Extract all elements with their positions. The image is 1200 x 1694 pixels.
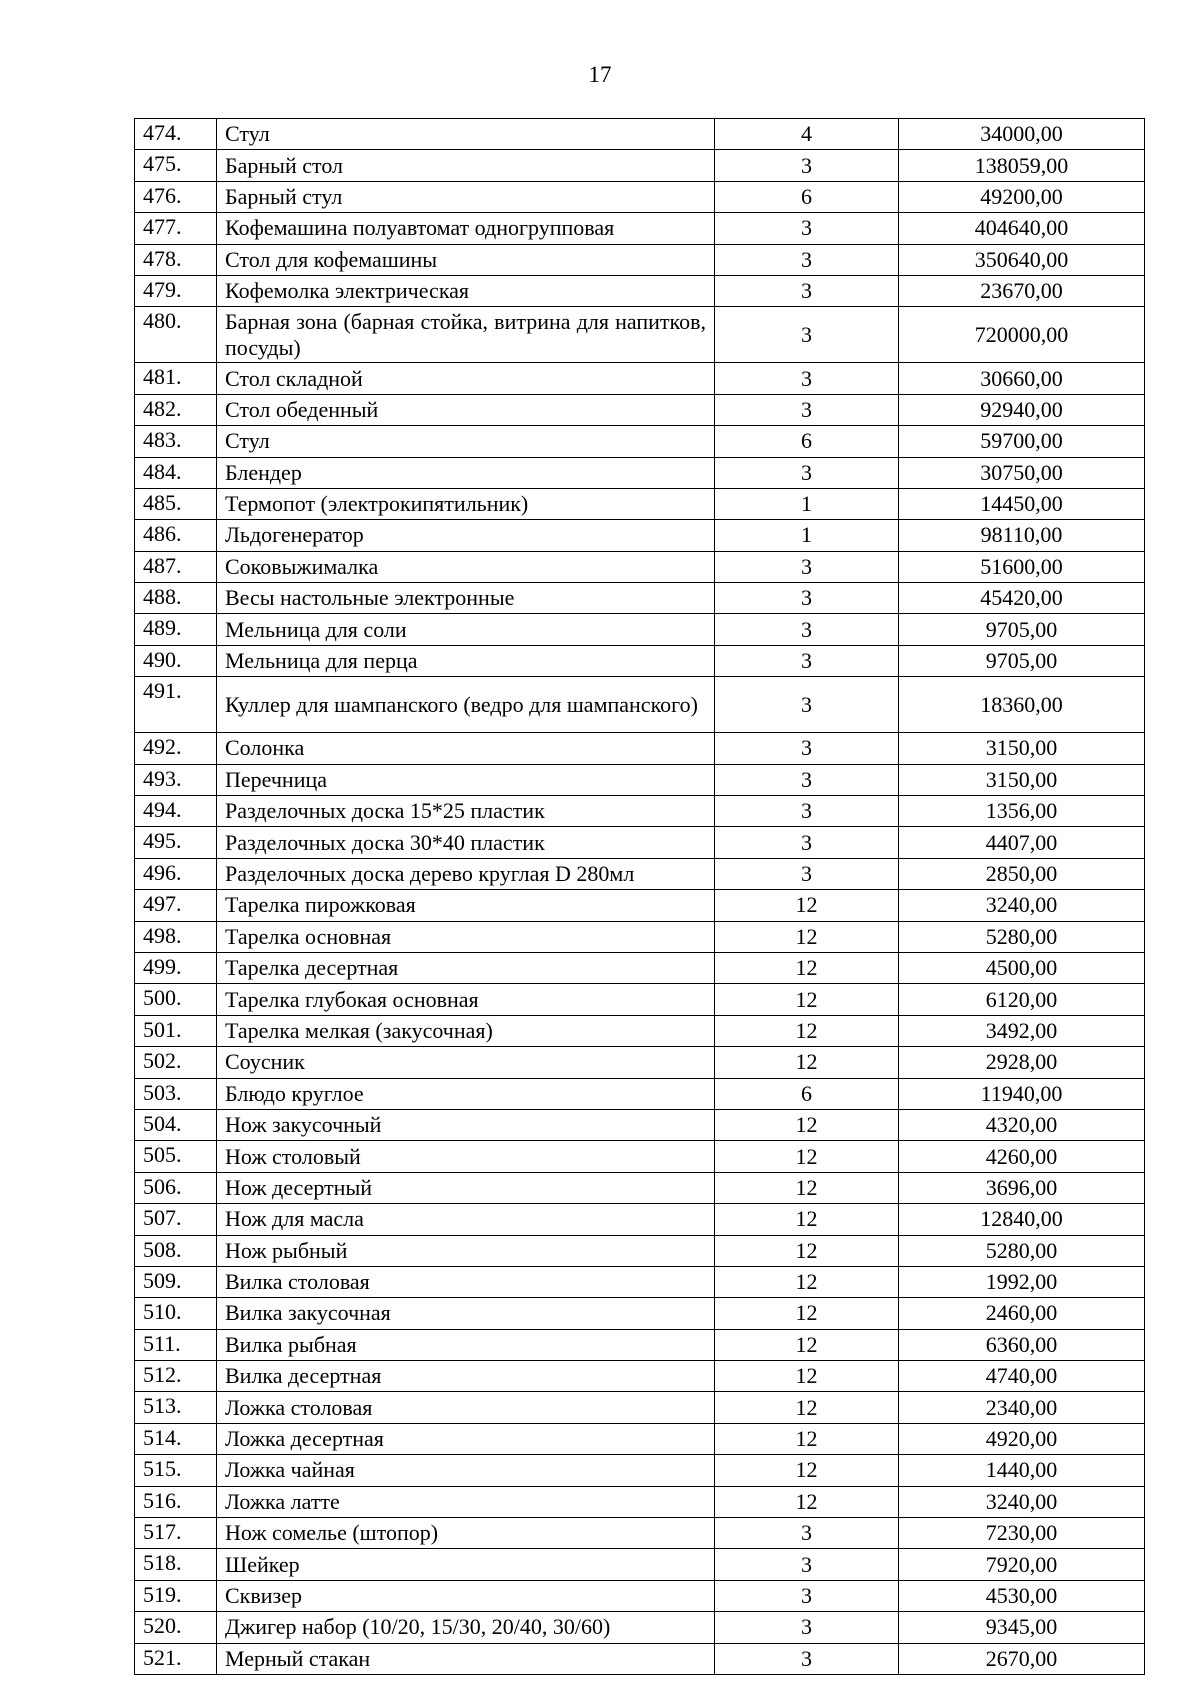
price-cell: 138059,00 [899,150,1145,181]
item-name-cell: Нож сомелье (штопор) [217,1518,715,1549]
quantity-cell: 3 [715,457,899,488]
row-number-cell: 505. [135,1141,217,1172]
row-number-cell: 491. [135,677,217,733]
item-name-cell: Тарелка основная [217,921,715,952]
items-table-body [135,119,1145,1675]
item-name-cell: Разделочных доска дерево круглая D 280мл [217,858,715,889]
row-number-cell: 486. [135,520,217,551]
item-name-cell: Кофемолка электрическая [217,275,715,306]
item-name-cell: Нож десертный [217,1172,715,1203]
quantity-cell: 12 [715,1047,899,1078]
row-number-cell: 492. [135,733,217,764]
table-row [135,488,1145,519]
price-cell: 49200,00 [899,181,1145,212]
item-name-cell: Блендер [217,457,715,488]
quantity-cell: 12 [715,1109,899,1140]
price-cell: 14450,00 [899,488,1145,519]
quantity-cell: 3 [715,583,899,614]
row-number-cell: 485. [135,488,217,519]
item-name-cell: Стул [217,119,715,150]
item-name-cell: Разделочных доска 15*25 пластик [217,796,715,827]
price-cell: 51600,00 [899,551,1145,582]
item-name-cell: Барная зона (барная стойка, витрина для напитков, посуды) [217,307,715,363]
item-name-cell: Вилка закусочная [217,1298,715,1329]
item-name-cell: Блюдо круглое [217,1078,715,1109]
price-cell: 3492,00 [899,1015,1145,1046]
item-name-cell: Нож рыбный [217,1235,715,1266]
table-row [135,677,1145,733]
table-row [135,363,1145,394]
table-row [135,1141,1145,1172]
quantity-cell: 3 [715,244,899,275]
quantity-cell: 4 [715,119,899,150]
row-number-cell: 511. [135,1329,217,1360]
quantity-cell: 12 [715,1329,899,1360]
price-cell: 3150,00 [899,733,1145,764]
item-name-cell: Ложка десертная [217,1423,715,1454]
price-cell: 98110,00 [899,520,1145,551]
price-cell: 3150,00 [899,764,1145,795]
price-cell: 7230,00 [899,1518,1145,1549]
table-row [135,858,1145,889]
row-number-cell: 521. [135,1643,217,1674]
row-number-cell: 498. [135,921,217,952]
quantity-cell: 3 [715,394,899,425]
quantity-cell: 3 [715,1612,899,1643]
quantity-cell: 6 [715,1078,899,1109]
item-name-cell: Барный стол [217,150,715,181]
row-number-cell: 514. [135,1423,217,1454]
table-row [135,307,1145,363]
table-row [135,583,1145,614]
row-number-cell: 482. [135,394,217,425]
row-number-cell: 490. [135,645,217,676]
row-number-cell: 506. [135,1172,217,1203]
quantity-cell: 12 [715,1298,899,1329]
item-name-cell: Шейкер [217,1549,715,1580]
row-number-cell: 503. [135,1078,217,1109]
quantity-cell: 3 [715,733,899,764]
table-row [135,1078,1145,1109]
table-row [135,952,1145,983]
row-number-cell: 520. [135,1612,217,1643]
price-cell: 11940,00 [899,1078,1145,1109]
price-cell: 4740,00 [899,1361,1145,1392]
price-cell: 9705,00 [899,645,1145,676]
quantity-cell: 3 [715,677,899,733]
row-number-cell: 510. [135,1298,217,1329]
price-cell: 3696,00 [899,1172,1145,1203]
table-row [135,520,1145,551]
table-row [135,1204,1145,1235]
item-name-cell: Ложка латте [217,1486,715,1517]
item-name-cell: Тарелка мелкая (закусочная) [217,1015,715,1046]
table-row [135,645,1145,676]
row-number-cell: 517. [135,1518,217,1549]
quantity-cell: 1 [715,520,899,551]
table-row [135,1392,1145,1423]
row-number-cell: 515. [135,1455,217,1486]
table-row [135,551,1145,582]
quantity-cell: 12 [715,1361,899,1392]
quantity-cell: 12 [715,952,899,983]
quantity-cell: 3 [715,1549,899,1580]
price-cell: 4407,00 [899,827,1145,858]
table-row [135,796,1145,827]
row-number-cell: 496. [135,858,217,889]
row-number-cell: 483. [135,426,217,457]
table-row [135,1455,1145,1486]
row-number-cell: 507. [135,1204,217,1235]
price-cell: 9345,00 [899,1612,1145,1643]
row-number-cell: 487. [135,551,217,582]
table-row [135,1612,1145,1643]
row-number-cell: 502. [135,1047,217,1078]
table-row [135,1298,1145,1329]
table-row [135,394,1145,425]
item-name-cell: Тарелка пирожковая [217,890,715,921]
price-cell: 5280,00 [899,1235,1145,1266]
item-name-cell: Стул [217,426,715,457]
table-row [135,890,1145,921]
quantity-cell: 6 [715,181,899,212]
item-name-cell: Весы настольные электронные [217,583,715,614]
quantity-cell: 3 [715,1518,899,1549]
table-row [135,614,1145,645]
item-name-cell: Барный стул [217,181,715,212]
row-number-cell: 488. [135,583,217,614]
quantity-cell: 3 [715,827,899,858]
price-cell: 2928,00 [899,1047,1145,1078]
item-name-cell: Кофемашина полуавтомат одногрупповая [217,213,715,244]
price-cell: 6360,00 [899,1329,1145,1360]
table-row [135,181,1145,212]
quantity-cell: 3 [715,1643,899,1674]
table-row [135,1549,1145,1580]
table-row [135,1172,1145,1203]
table-row [135,457,1145,488]
table-row [135,1423,1145,1454]
page-number: 17 [588,62,612,87]
quantity-cell: 12 [715,1392,899,1423]
price-cell: 720000,00 [899,307,1145,363]
row-number-cell: 516. [135,1486,217,1517]
table-row [135,426,1145,457]
item-name-cell: Сквизер [217,1580,715,1611]
quantity-cell: 3 [715,614,899,645]
item-name-cell: Вилка рыбная [217,1329,715,1360]
item-name-cell: Стол складной [217,363,715,394]
table-row [135,244,1145,275]
price-cell: 2670,00 [899,1643,1145,1674]
price-cell: 9705,00 [899,614,1145,645]
quantity-cell: 12 [715,984,899,1015]
price-cell: 2850,00 [899,858,1145,889]
quantity-cell: 3 [715,1580,899,1611]
price-cell: 4320,00 [899,1109,1145,1140]
quantity-cell: 3 [715,796,899,827]
price-cell: 350640,00 [899,244,1145,275]
item-name-cell: Вилка десертная [217,1361,715,1392]
price-cell: 3240,00 [899,1486,1145,1517]
price-cell: 7920,00 [899,1549,1145,1580]
item-name-cell: Тарелка десертная [217,952,715,983]
price-cell: 5280,00 [899,921,1145,952]
table-row [135,1235,1145,1266]
item-name-cell: Джигер набор (10/20, 15/30, 20/40, 30/60) [217,1612,715,1643]
row-number-cell: 512. [135,1361,217,1392]
quantity-cell: 12 [715,1141,899,1172]
price-cell: 18360,00 [899,677,1145,733]
row-number-cell: 476. [135,181,217,212]
table-row [135,764,1145,795]
row-number-cell: 479. [135,275,217,306]
quantity-cell: 12 [715,921,899,952]
price-cell: 4920,00 [899,1423,1145,1454]
item-name-cell: Стол для кофемашины [217,244,715,275]
item-name-cell: Нож столовый [217,1141,715,1172]
table-row [135,1047,1145,1078]
item-name-cell: Перечница [217,764,715,795]
item-name-cell: Ложка чайная [217,1455,715,1486]
row-number-cell: 481. [135,363,217,394]
table-row [135,733,1145,764]
table-row [135,1486,1145,1517]
table-row [135,1580,1145,1611]
item-name-cell: Соусник [217,1047,715,1078]
item-name-cell: Соковыжималка [217,551,715,582]
row-number-cell: 475. [135,150,217,181]
table-row [135,150,1145,181]
item-name-cell: Куллер для шампанского (ведро для шампанского) [217,677,715,733]
quantity-cell: 6 [715,426,899,457]
price-cell: 4500,00 [899,952,1145,983]
price-cell: 2340,00 [899,1392,1145,1423]
price-cell: 23670,00 [899,275,1145,306]
price-cell: 30660,00 [899,363,1145,394]
price-cell: 3240,00 [899,890,1145,921]
price-cell: 30750,00 [899,457,1145,488]
price-cell: 45420,00 [899,583,1145,614]
quantity-cell: 3 [715,858,899,889]
row-number-cell: 501. [135,1015,217,1046]
row-number-cell: 497. [135,890,217,921]
quantity-cell: 3 [715,551,899,582]
quantity-cell: 3 [715,150,899,181]
item-name-cell: Термопот (электрокипятильник) [217,488,715,519]
row-number-cell: 504. [135,1109,217,1140]
row-number-cell: 494. [135,796,217,827]
item-name-cell: Солонка [217,733,715,764]
row-number-cell: 477. [135,213,217,244]
row-number-cell: 519. [135,1580,217,1611]
row-number-cell: 500. [135,984,217,1015]
price-cell: 1440,00 [899,1455,1145,1486]
quantity-cell: 12 [715,1172,899,1203]
item-name-cell: Нож для масла [217,1204,715,1235]
items-table [134,118,1145,1675]
quantity-cell: 12 [715,1235,899,1266]
price-cell: 2460,00 [899,1298,1145,1329]
table-row [135,1109,1145,1140]
price-cell: 1356,00 [899,796,1145,827]
item-name-cell: Мельница для перца [217,645,715,676]
row-number-cell: 480. [135,307,217,363]
row-number-cell: 495. [135,827,217,858]
price-cell: 92940,00 [899,394,1145,425]
row-number-cell: 478. [135,244,217,275]
table-row [135,275,1145,306]
table-row [135,1015,1145,1046]
row-number-cell: 508. [135,1235,217,1266]
table-row [135,984,1145,1015]
price-cell: 404640,00 [899,213,1145,244]
quantity-cell: 3 [715,307,899,363]
row-number-cell: 484. [135,457,217,488]
quantity-cell: 3 [715,645,899,676]
quantity-cell: 12 [715,1266,899,1297]
table-row [135,827,1145,858]
quantity-cell: 12 [715,1455,899,1486]
table-row [135,1518,1145,1549]
item-name-cell: Льдогенератор [217,520,715,551]
table-row [135,1329,1145,1360]
quantity-cell: 3 [715,275,899,306]
price-cell: 12840,00 [899,1204,1145,1235]
table-row [135,1361,1145,1392]
quantity-cell: 12 [715,1015,899,1046]
quantity-cell: 3 [715,213,899,244]
row-number-cell: 499. [135,952,217,983]
quantity-cell: 12 [715,1423,899,1454]
item-name-cell: Ложка столовая [217,1392,715,1423]
row-number-cell: 474. [135,119,217,150]
quantity-cell: 12 [715,1204,899,1235]
price-cell: 34000,00 [899,119,1145,150]
row-number-cell: 518. [135,1549,217,1580]
item-name-cell: Вилка столовая [217,1266,715,1297]
price-cell: 6120,00 [899,984,1145,1015]
item-name-cell: Нож закусочный [217,1109,715,1140]
table-row [135,921,1145,952]
table-row [135,1643,1145,1674]
table-row [135,213,1145,244]
row-number-cell: 513. [135,1392,217,1423]
row-number-cell: 489. [135,614,217,645]
price-cell: 1992,00 [899,1266,1145,1297]
item-name-cell: Разделочных доска 30*40 пластик [217,827,715,858]
row-number-cell: 493. [135,764,217,795]
row-number-cell: 509. [135,1266,217,1297]
price-cell: 59700,00 [899,426,1145,457]
quantity-cell: 12 [715,1486,899,1517]
item-name-cell: Тарелка глубокая основная [217,984,715,1015]
quantity-cell: 12 [715,890,899,921]
table-row [135,1266,1145,1297]
item-name-cell: Стол обеденный [217,394,715,425]
item-name-cell: Мельница для соли [217,614,715,645]
price-cell: 4260,00 [899,1141,1145,1172]
table-row [135,119,1145,150]
item-name-cell: Мерный стакан [217,1643,715,1674]
price-cell: 4530,00 [899,1580,1145,1611]
quantity-cell: 1 [715,488,899,519]
quantity-cell: 3 [715,363,899,394]
quantity-cell: 3 [715,764,899,795]
